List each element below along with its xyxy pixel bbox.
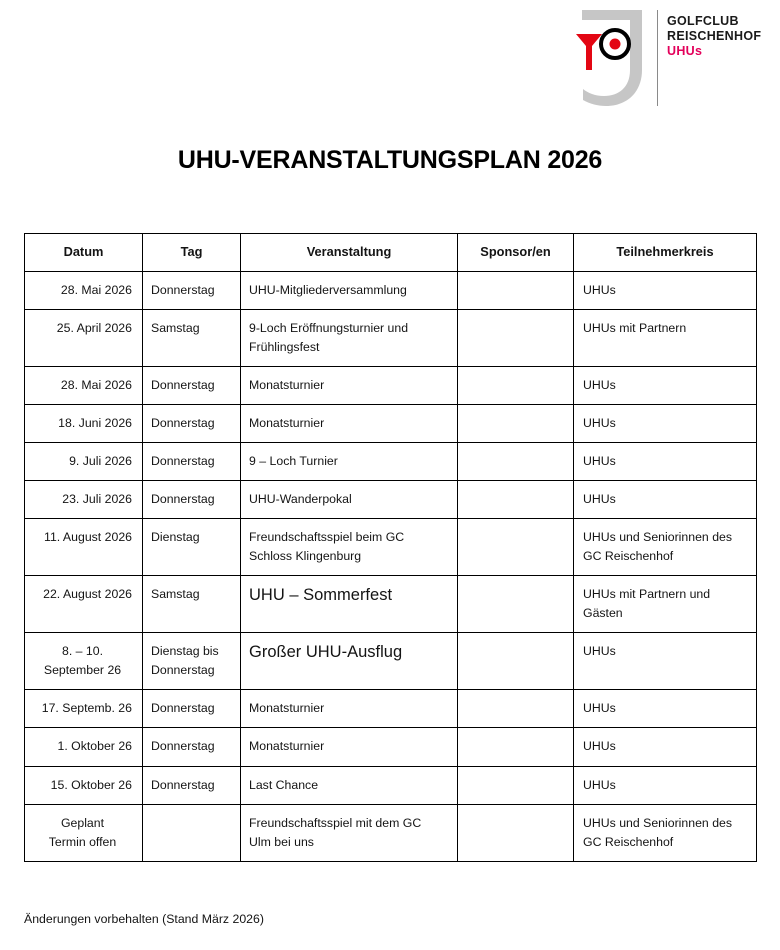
cell-tag (143, 481, 241, 519)
cell-teilnehmerkreis-line1: UHUs (583, 739, 616, 754)
cell-sponsoren (458, 405, 574, 443)
cell-tag-line1: Donnerstag (151, 416, 215, 431)
cell-veranstaltung-line1: UHU – Sommerfest (249, 586, 393, 605)
logo-line-reischenhof: REISCHENHOF (667, 28, 762, 43)
cell-datum-line1: 11. August 2026 (44, 530, 132, 545)
cell-datum-line1: 28. Mai 2026 (60, 377, 132, 392)
cell-tag (143, 366, 241, 404)
cell-teilnehmerkreis-line2: Gästen (583, 606, 623, 621)
cell-teilnehmerkreis (574, 804, 757, 861)
cell-datum-line1: 8. – 10. (61, 644, 104, 659)
cell-tag (143, 804, 241, 861)
cell-veranstaltung-line2: Frühlingsfest (249, 339, 320, 354)
cell-teilnehmerkreis (574, 728, 757, 766)
cell-teilnehmerkreis (574, 633, 757, 690)
cell-veranstaltung (241, 405, 458, 443)
cell-sponsoren (458, 633, 574, 690)
events-table-container (24, 233, 756, 862)
page-title: UHU-VERANSTALTUNGSPLAN 2026 (177, 146, 603, 174)
cell-datum-line1: 1. Oktober 26 (57, 739, 132, 754)
cell-veranstaltung-line1: UHU-Wanderpokal (249, 492, 352, 507)
cell-tag-line1: Donnerstag (151, 777, 215, 792)
cell-tag (143, 271, 241, 309)
column-header-sponsoren: Sponsor/en (458, 234, 574, 272)
table-row (25, 576, 757, 633)
golfclub-owl-logo-icon (568, 8, 654, 108)
cell-datum (25, 443, 143, 481)
cell-veranstaltung (241, 804, 458, 861)
cell-teilnehmerkreis-line2: GC Reischenhof (583, 834, 674, 849)
cell-tag (143, 576, 241, 633)
cell-veranstaltung-line1: 9 – Loch Turnier (249, 454, 338, 469)
cell-teilnehmerkreis-line1: UHUs (583, 644, 616, 659)
table-row (25, 766, 757, 804)
column-header-tag: Tag (143, 234, 241, 272)
cell-tag (143, 690, 241, 728)
cell-sponsoren (458, 804, 574, 861)
cell-tag-line1: Donnerstag (151, 282, 215, 297)
cell-teilnehmerkreis-line1: UHUs mit Partnern (583, 320, 687, 335)
logo-line-uhus: UHUs (667, 43, 703, 58)
cell-veranstaltung (241, 309, 458, 366)
cell-veranstaltung-line2: Ulm bei uns (249, 834, 314, 849)
cell-veranstaltung (241, 519, 458, 576)
cell-sponsoren (458, 690, 574, 728)
cell-datum (25, 519, 143, 576)
cell-datum (25, 481, 143, 519)
cell-datum (25, 405, 143, 443)
cell-tag (143, 633, 241, 690)
cell-datum (25, 633, 143, 690)
cell-datum-line1: 15. Oktober 26 (50, 777, 132, 792)
cell-tag-line1: Dienstag (151, 530, 200, 545)
events-table (24, 233, 757, 862)
cell-teilnehmerkreis (574, 405, 757, 443)
cell-veranstaltung (241, 728, 458, 766)
cell-veranstaltung-line1: Monatsturnier (249, 701, 325, 716)
table-row (25, 690, 757, 728)
cell-tag (143, 309, 241, 366)
cell-datum-line1: 28. Mai 2026 (60, 282, 132, 297)
cell-sponsoren (458, 443, 574, 481)
cell-veranstaltung (241, 366, 458, 404)
table-body (25, 271, 757, 861)
cell-tag (143, 728, 241, 766)
table-row (25, 443, 757, 481)
table-row (25, 804, 757, 861)
cell-datum-line1: 9. Juli 2026 (69, 454, 132, 469)
cell-teilnehmerkreis-line1: UHUs mit Partnern und (583, 587, 711, 602)
cell-tag-line1: Dienstag bis (151, 644, 219, 659)
table-row (25, 519, 757, 576)
cell-veranstaltung-line1: Monatsturnier (249, 739, 325, 754)
cell-datum (25, 271, 143, 309)
cell-datum-line2: Termin offen (48, 834, 117, 849)
cell-veranstaltung (241, 443, 458, 481)
cell-sponsoren (458, 271, 574, 309)
cell-veranstaltung-line1: Großer UHU-Ausflug (249, 643, 403, 662)
cell-tag-line2: Donnerstag (151, 663, 215, 678)
cell-teilnehmerkreis-line1: UHUs (583, 492, 616, 507)
cell-datum-line2: September 26 (43, 663, 122, 678)
cell-teilnehmerkreis (574, 366, 757, 404)
cell-sponsoren (458, 728, 574, 766)
cell-sponsoren (458, 309, 574, 366)
logo-divider (657, 10, 658, 106)
cell-datum-line1: 17. Septemb. 26 (41, 701, 132, 716)
cell-teilnehmerkreis-line1: UHUs (583, 701, 616, 716)
cell-teilnehmerkreis (574, 481, 757, 519)
cell-tag (143, 519, 241, 576)
cell-veranstaltung-line1: UHU-Mitgliederversammlung (249, 282, 407, 297)
cell-tag-line1: Donnerstag (151, 454, 215, 469)
table-row (25, 481, 757, 519)
column-header-datum: Datum (25, 234, 143, 272)
cell-tag-line1: Donnerstag (151, 739, 215, 754)
cell-tag-line1: Donnerstag (151, 377, 215, 392)
cell-datum-line1: 25. April 2026 (56, 320, 132, 335)
cell-tag-line1: Samstag (151, 320, 200, 335)
cell-veranstaltung-line1: Freundschaftsspiel beim GC (249, 530, 405, 545)
table-row (25, 366, 757, 404)
cell-datum (25, 728, 143, 766)
table-header-row (25, 234, 757, 272)
cell-sponsoren (458, 481, 574, 519)
cell-teilnehmerkreis-line1: UHUs (583, 454, 616, 469)
cell-teilnehmerkreis-line2: GC Reischenhof (583, 549, 674, 564)
club-logo (560, 8, 760, 108)
cell-teilnehmerkreis (574, 576, 757, 633)
cell-veranstaltung-line1: Monatsturnier (249, 416, 325, 431)
table-row (25, 309, 757, 366)
cell-tag (143, 443, 241, 481)
cell-teilnehmerkreis-line1: UHUs (583, 377, 616, 392)
table-header (25, 234, 757, 272)
cell-veranstaltung-line1: Last Chance (249, 777, 319, 792)
cell-veranstaltung (241, 690, 458, 728)
cell-teilnehmerkreis (574, 309, 757, 366)
cell-veranstaltung-line1: 9-Loch Eröffnungsturnier und (249, 320, 409, 335)
cell-datum-line1: 23. Juli 2026 (62, 492, 132, 507)
cell-sponsoren (458, 766, 574, 804)
cell-veranstaltung (241, 633, 458, 690)
cell-sponsoren (458, 366, 574, 404)
cell-teilnehmerkreis (574, 443, 757, 481)
cell-datum-line1: 22. August 2026 (43, 587, 132, 602)
cell-datum (25, 309, 143, 366)
cell-tag-line1: Donnerstag (151, 492, 215, 507)
cell-tag (143, 405, 241, 443)
cell-sponsoren (458, 576, 574, 633)
cell-teilnehmerkreis-line1: UHUs (583, 777, 616, 792)
cell-datum (25, 366, 143, 404)
column-header-teilnehmerkreis: Teilnehmerkreis (574, 234, 757, 272)
cell-teilnehmerkreis-line1: UHUs und Seniorinnen des (583, 815, 733, 830)
cell-tag (143, 766, 241, 804)
cell-veranstaltung (241, 576, 458, 633)
cell-teilnehmerkreis-line1: UHUs (583, 282, 616, 297)
cell-datum (25, 766, 143, 804)
cell-veranstaltung (241, 481, 458, 519)
cell-veranstaltung (241, 766, 458, 804)
cell-datum (25, 690, 143, 728)
cell-teilnehmerkreis-line1: UHUs (583, 416, 616, 431)
cell-datum (25, 576, 143, 633)
cell-veranstaltung (241, 271, 458, 309)
cell-veranstaltung-line2: Schloss Klingenburg (249, 549, 362, 564)
cell-datum (25, 804, 143, 861)
cell-veranstaltung-line1: Freundschaftsspiel mit dem GC (249, 815, 422, 830)
cell-veranstaltung-line1: Monatsturnier (249, 377, 325, 392)
cell-datum-line1: Geplant (60, 815, 105, 830)
table-row (25, 728, 757, 766)
table-row (25, 405, 757, 443)
cell-teilnehmerkreis-line1: UHUs und Seniorinnen des (583, 530, 733, 545)
table-row (25, 633, 757, 690)
logo-wordmark (667, 14, 761, 58)
logo-line-golfclub: GOLFCLUB (667, 14, 739, 28)
cell-tag-line1: Samstag (151, 587, 200, 602)
cell-teilnehmerkreis (574, 271, 757, 309)
table-row (25, 271, 757, 309)
cell-teilnehmerkreis (574, 519, 757, 576)
cell-teilnehmerkreis (574, 766, 757, 804)
cell-teilnehmerkreis (574, 690, 757, 728)
cell-datum-line1: 18. Juni 2026 (58, 416, 132, 431)
footer-note: Änderungen vorbehalten (Stand März 2026) (24, 912, 264, 926)
cell-sponsoren (458, 519, 574, 576)
cell-tag-line1: Donnerstag (151, 701, 215, 716)
column-header-veranstaltung: Veranstaltung (241, 234, 458, 272)
